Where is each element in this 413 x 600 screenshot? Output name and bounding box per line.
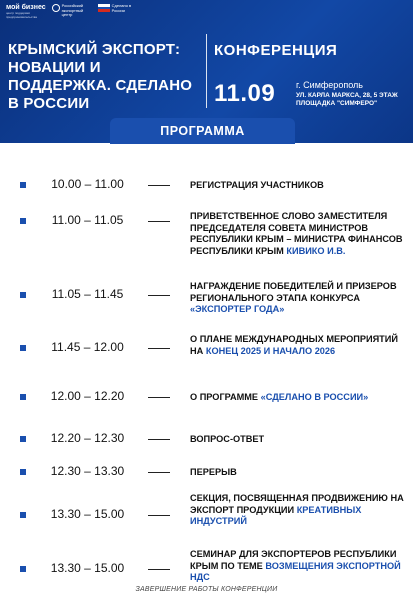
agenda-bullet-icon (20, 292, 26, 298)
program-heading: ПРОГРАММА (110, 118, 295, 144)
event-date: 11.09 (214, 80, 276, 107)
logos-row (6, 4, 142, 30)
agenda-text: ВОПРОС-ОТВЕТ (190, 434, 265, 444)
agenda-time: 11.45 – 12.00 (51, 340, 124, 354)
agenda-bullet-icon (20, 469, 26, 475)
agenda-bullet-icon (20, 345, 26, 351)
rec-logo-text: Российский экспортный центр (61, 3, 84, 17)
moi-biznes-logo (6, 4, 46, 19)
moi-biznes-logo-subtext: центр поддержки предпринимательства (6, 11, 37, 19)
agenda-highlight: «ЭКСПОРТЕР ГОДА» (190, 304, 285, 314)
footer-note: ЗАВЕРШЕНИЕ РАБОТЫ КОНФЕРЕНЦИИ (135, 586, 278, 593)
conference-label: КОНФЕРЕНЦИЯ (214, 42, 338, 59)
agenda-bullet-icon (20, 566, 26, 572)
agenda-time: 12.00 – 12.20 (50, 389, 125, 403)
agenda-time: 12.30 – 13.30 (50, 464, 125, 478)
agenda-dash (148, 348, 170, 349)
agenda-text: РЕГИСТРАЦИЯ УЧАСТНИКОВ (190, 180, 324, 190)
agenda-dash (148, 472, 170, 473)
agenda-bullet-icon (20, 218, 26, 224)
agenda-dash (148, 515, 170, 516)
agenda-bullet-icon (20, 394, 26, 400)
agenda-text: О ПЛАНЕ МЕЖДУНАРОДНЫХ МЕРОПРИЯТИЙ НА КОНЕЦ 2025 И НАЧАЛО 2026 (190, 334, 399, 356)
header-divider (206, 34, 207, 108)
agenda-highlight: КРЕАТИВНЫХ ИНДУСТРИЙ (190, 504, 362, 526)
agenda-time: 12.20 – 12.30 (50, 431, 125, 445)
made-in-russia-text: Сделано в России (111, 3, 132, 13)
agenda-text: ПЕРЕРЫВ (190, 467, 237, 477)
agenda-dash (148, 295, 170, 296)
agenda-text: СЕКЦИЯ, ПОСВЯЩЕННАЯ ПРОДВИЖЕНИЮ НА ЭКСПОРТ ПРОДУКЦИИ КРЕАТИВНЫХ ИНДУСТРИЙ (190, 493, 404, 526)
agenda-dash (148, 439, 170, 440)
agenda-bullet-icon (20, 182, 26, 188)
made-in-russia-logo (98, 4, 142, 13)
agenda-highlight: КОНЕЦ 2025 И НАЧАЛО 2026 (205, 345, 336, 356)
agenda-time: 10.00 – 11.00 (51, 177, 124, 191)
agenda-time: 13.30 – 15.00 (50, 561, 125, 575)
agenda-dash (148, 221, 170, 222)
event-title: КРЫМСКИЙ ЭКСПОРТ: НОВАЦИИ И ПОДДЕРЖКА. СДЕЛАНО В РОССИИ (8, 41, 193, 112)
russian-flag-icon (98, 4, 110, 12)
agenda-bullet-icon (20, 436, 26, 442)
rec-logo (52, 4, 92, 18)
agenda-highlight: «СДЕЛАНО В РОССИИ» (260, 392, 369, 402)
agenda-time: 11.00 – 11.05 (51, 213, 124, 227)
agenda-dash (148, 569, 170, 570)
event-address: УЛ. КАРЛА МАРКСА, 28, 5 ЭТАЖ ПЛОЩАДКА "СИМФЕРО" (296, 92, 398, 107)
moi-biznes-logo-text: мой бизнес (6, 4, 46, 11)
agenda-time: 13.30 – 15.00 (50, 507, 125, 521)
agenda-text: НАГРАЖДЕНИЕ ПОБЕДИТЕЛЕЙ И ПРИЗЕРОВ РЕГИОНАЛЬНОГО ЭТАПА КОНКУРСА «ЭКСПОРТЕР ГОДА» (190, 281, 397, 314)
rec-emblem-icon (52, 4, 60, 12)
agenda-highlight: ВОЗМЕЩЕНИЯ ЭКСПОРТНОЙ НДС (190, 560, 401, 582)
agenda-bullet-icon (20, 512, 26, 518)
agenda-text: О ПРОГРАММЕ «СДЕЛАНО В РОССИИ» (190, 392, 369, 402)
agenda-dash (148, 185, 170, 186)
agenda-dash (148, 397, 170, 398)
agenda-time: 11.05 – 11.45 (51, 287, 124, 301)
agenda-text: ПРИВЕТСТВЕННОЕ СЛОВО ЗАМЕСТИТЕЛЯ ПРЕДСЕДАТЕЛЯ СОВЕТА МИНИСТРОВ РЕСПУБЛИКИ КРЫМ – МИНИСТРА ФИНАНСОВ РЕСПУБЛИКИ КРЫМ КИВИКО И.В. (190, 211, 403, 256)
agenda-text: СЕМИНАР ДЛЯ ЭКСПОРТЕРОВ РЕСПУБЛИКИ КРЫМ ПО ТЕМЕ ВОЗМЕЩЕНИЯ ЭКСПОРТНОЙ НДС (190, 549, 401, 582)
agenda-highlight: КИВИКО И.В. (286, 245, 346, 256)
event-city: г. Симферополь (296, 80, 363, 90)
